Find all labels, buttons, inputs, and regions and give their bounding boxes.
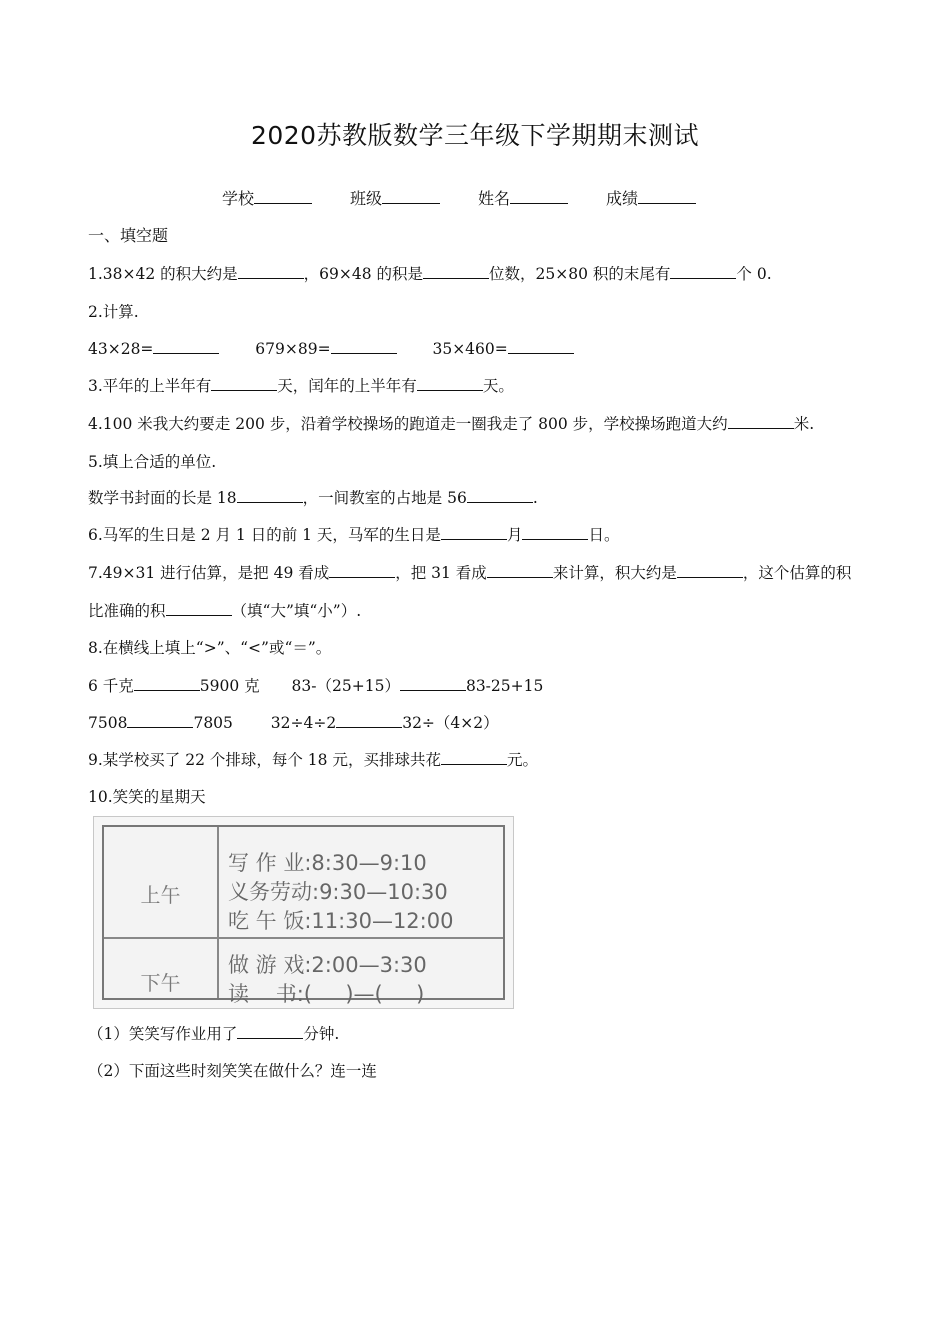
morning-label: 上午 (140, 883, 181, 907)
page-title: 2020苏教版数学三年级下学期期末测试 (250, 121, 700, 150)
question-8-row-2: 7508 7805 32÷4÷2 32÷（4×2） (88, 714, 499, 732)
question-5: 数学书封面的长是 18 ，一间教室的占地是 56 . (88, 489, 538, 507)
section-title: 一、填空题 (88, 226, 169, 245)
schedule-entry: 义务劳动:9:30—10:30 (228, 880, 448, 904)
question-1: 1.38×42 的积大约是 ，69×48 的积是 位数，25×80 积的末尾有 个 0. (88, 265, 772, 283)
question-8-title: 8.在横线上填上“>”、“<”或“＝”。 (88, 639, 332, 657)
answer-blank[interactable] (508, 339, 574, 354)
answer-blank[interactable] (211, 376, 277, 391)
question-2-title: 2.计算. (88, 303, 139, 321)
school-field[interactable]: 学校 (222, 186, 312, 209)
student-info-row (222, 186, 782, 209)
question-8-row-1: 6 千克 5900 克 83-（25+15） 83-25+15 (88, 677, 544, 695)
answer-blank[interactable] (423, 264, 489, 279)
question-10-title: 10.笑笑的星期天 (88, 788, 206, 806)
score-field[interactable]: 成绩 (606, 186, 696, 209)
question-4: 4.100 米我大约要走 200 步，沿着学校操场的跑道走一圈我走了 800 步，学校操场跑道大约 米. (88, 415, 815, 433)
answer-blank[interactable] (417, 376, 483, 391)
question-10-sub-1: （1）笑笑写作业用了 分钟. (88, 1025, 340, 1043)
question-10-sub-2: （2）下面这些时刻笑笑在做什么？连一连 (88, 1062, 377, 1080)
answer-blank[interactable] (134, 676, 200, 691)
schedule-table (102, 825, 505, 1006)
answer-blank[interactable] (336, 713, 402, 728)
afternoon-label: 下午 (140, 971, 181, 995)
answer-blank[interactable] (670, 264, 736, 279)
question-6: 6.马军的生日是 2 月 1 日的前 1 天，马军的生日是 月 日。 (88, 526, 620, 544)
schedule-entry: 写 作 业:8:30—9:10 (228, 851, 427, 875)
answer-blank[interactable] (237, 488, 303, 503)
question-5-title: 5.填上合适的单位. (88, 453, 217, 471)
answer-blank[interactable] (331, 339, 397, 354)
question-3: 3.平年的上半年有 天，闰年的上半年有 天。 (88, 377, 514, 395)
answer-blank[interactable] (467, 488, 533, 503)
answer-blank[interactable] (166, 601, 232, 616)
answer-blank[interactable] (127, 713, 193, 728)
answer-blank[interactable] (441, 525, 507, 540)
name-field[interactable]: 姓名 (478, 186, 568, 209)
schedule-entry: 吃 午 饭:11:30—12:00 (228, 909, 454, 933)
schedule-entry: 读 书:( )—( ) (228, 982, 425, 1006)
question-2-items: 43×28= 679×89= 35×460= (88, 339, 574, 358)
answer-blank[interactable] (522, 525, 588, 540)
answer-blank[interactable] (400, 676, 466, 691)
question-9: 9.某学校买了 22 个排球，每个 18 元，买排球共花 元。 (88, 751, 538, 769)
answer-blank[interactable] (238, 264, 304, 279)
question-7-line-2: 比准确的积 （填“大”填“小”）. (88, 602, 362, 620)
schedule-entry: 做 游 戏:2:00—3:30 (228, 953, 427, 977)
question-7-line-1: 7.49×31 进行估算，是把 49 看成 ，把 31 看成 来计算，积大约是 ，这个估算的积 (88, 564, 852, 582)
answer-blank[interactable] (487, 563, 553, 578)
answer-blank[interactable] (677, 563, 743, 578)
answer-blank[interactable] (728, 414, 794, 429)
answer-blank[interactable] (237, 1024, 303, 1039)
answer-blank[interactable] (153, 339, 219, 354)
answer-blank[interactable] (329, 563, 395, 578)
answer-blank[interactable] (441, 750, 507, 765)
class-field[interactable]: 班级 (350, 186, 440, 209)
schedule-image (93, 816, 514, 1009)
